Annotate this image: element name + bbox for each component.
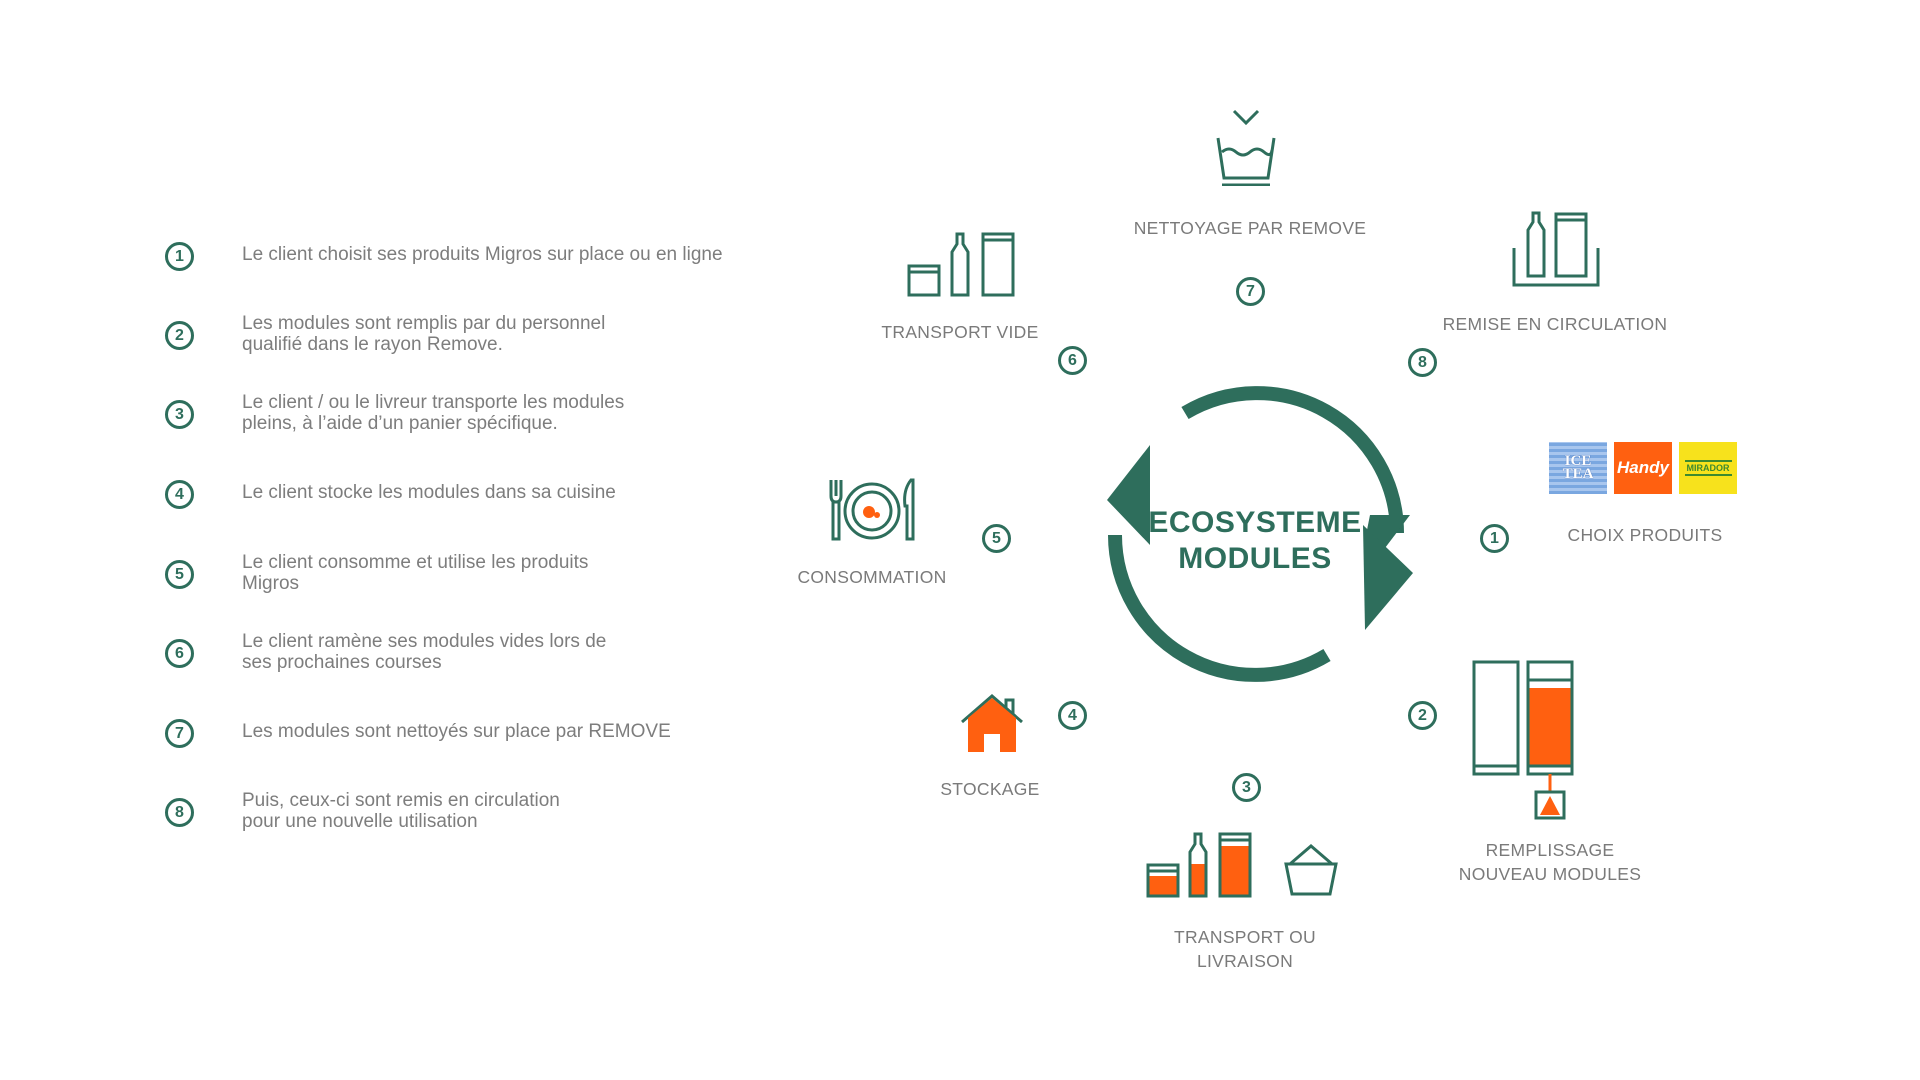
ecosystem-title: ECOSYSTEME MODULES [1148,506,1362,575]
legend-item [165,242,805,271]
legend-item [165,480,805,509]
stage-number-3: 3 [1232,773,1261,802]
stage-label-remplissage: REMPLISSAGE NOUVEAU MODULES [1458,840,1642,884]
stage-number-5: 5 [982,524,1011,553]
legend-item [165,631,805,673]
stage-number-2: 2 [1408,701,1437,730]
step-number-badge: 4 [165,480,194,509]
stage-number-4: 4 [1058,701,1087,730]
step-number-badge: 2 [165,321,194,350]
washing-icon [1213,108,1279,186]
step-number-badge: 3 [165,400,194,429]
stage-number-8: 8 [1408,348,1437,377]
step-number-badge: 1 [165,242,194,271]
legend-text: Le client consomme et utilise les produits Migros [242,552,589,594]
step-number-badge: 5 [165,560,194,589]
legend-item [165,392,805,434]
legend-text: Les modules sont remplis par du personnel qualifié dans le rayon Remove. [242,313,606,355]
stage-label-consommation: CONSOMMATION [797,567,947,587]
step-number-badge: 8 [165,798,194,827]
brand-name: Handy [1617,458,1669,477]
legend-item [165,790,805,832]
legend-text: Les modules sont nettoyés sur place par REMOVE [242,721,671,742]
legend-item [165,552,805,594]
containers-basket-icon [1144,830,1350,900]
stage-number-6: 6 [1058,346,1087,375]
stage-label-nettoyage: NETTOYAGE PAR REMOVE [1133,218,1367,238]
brand-name: MIRADOR [1685,460,1732,476]
stage-label-remise: REMISE EN CIRCULATION [1442,314,1668,334]
tray-containers-icon [1510,210,1602,290]
stage-label-stockage: STOCKAGE [940,779,1040,799]
mirador-logo [1679,442,1737,494]
stage-label-choix: CHOIX PRODUITS [1567,525,1723,545]
legend-text: Le client stocke les modules dans sa cuisine [242,482,616,503]
stage-number-1: 1 [1480,524,1509,553]
brand-name: ICE TEA [1562,453,1594,482]
filling-station-icon [1470,658,1580,822]
legend-item [165,719,805,748]
stage-label-transport-vide: TRANSPORT VIDE [881,322,1039,342]
ice-tea-logo [1549,442,1607,494]
legend-item [165,313,805,355]
legend-text: Puis, ceux-ci sont remis en circulation pour une nouvelle utilisation [242,790,560,832]
plate-cutlery-icon [825,478,919,542]
legend-text: Le client / ou le livreur transporte les modules pleins, à l’aide d’un panier spécifique. [242,392,625,434]
step-number-badge: 6 [165,639,194,668]
empty-containers-icon [905,230,1020,298]
step-number-badge: 7 [165,719,194,748]
legend-text: Le client choisit ses produits Migros sur place ou en ligne [242,244,723,265]
handy-logo [1614,442,1672,494]
stage-number-7: 7 [1236,277,1265,306]
legend-text: Le client ramène ses modules vides lors de ses prochaines courses [242,631,607,673]
house-icon [958,692,1026,754]
stage-label-transport-livraison: TRANSPORT OU LIVRAISON [1173,927,1316,971]
